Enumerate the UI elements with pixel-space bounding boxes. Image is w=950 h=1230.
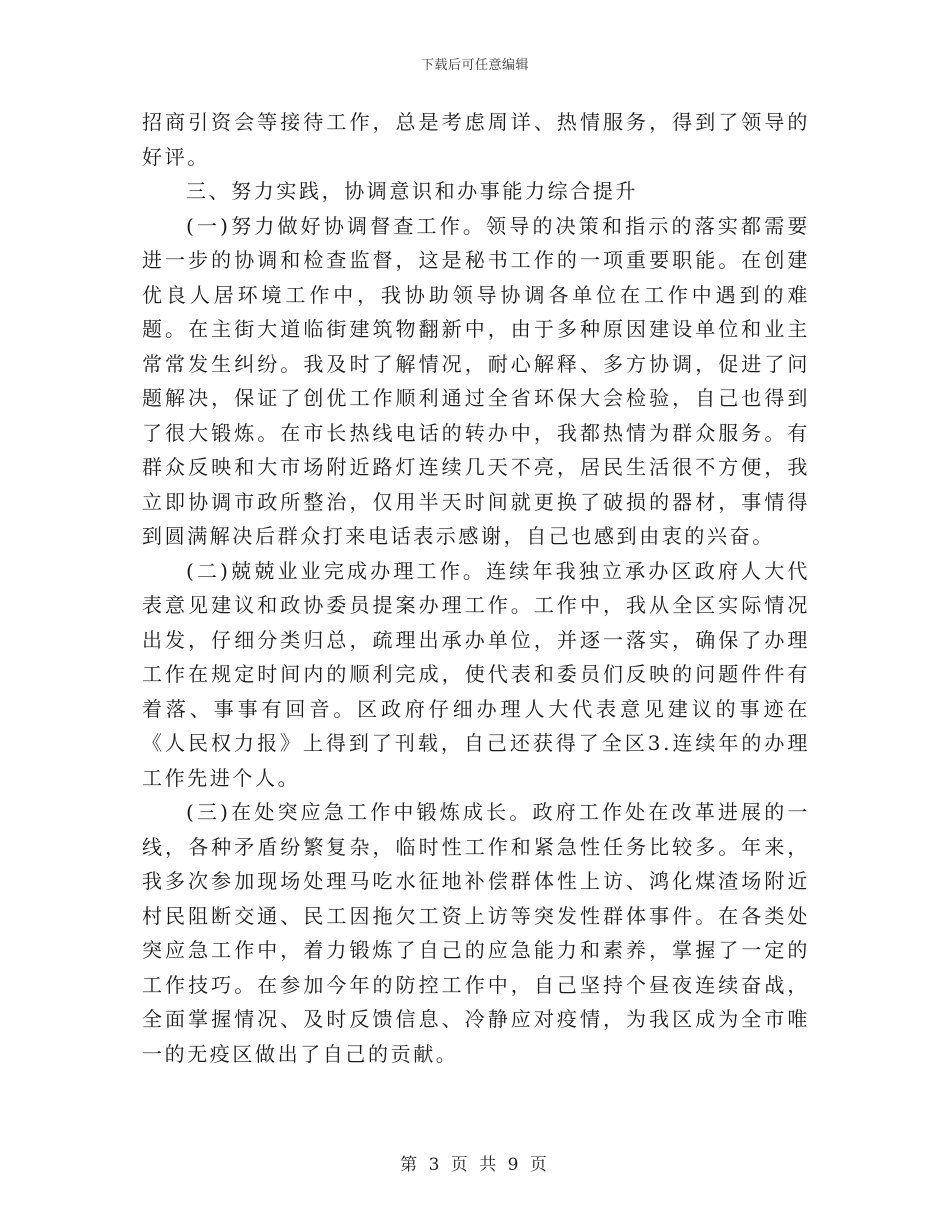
page-header: 下载后可任意编辑 <box>420 58 529 73</box>
paragraph-handling: (二)兢兢业业完成办理工作。连续年我独立承办区政府人大代表意见建议和政协委员提案办理工作。工作中，我从全区实际情况出发，仔细分类归总，疏理出承办单位，并逐一落实，确保了办理工作在规定时间内的顺利完成，使代表和委员们反映的问题件件有着落、事事有回音。区政府仔细办理人大代表意见建议的事迹在《人民权力报》上得到了刊载，自己还获得了全区3.连续年的办理工作先进个人。 <box>142 558 810 790</box>
paragraph-emergency: (三)在处突应急工作中锻炼成长。政府工作处在改革进展的一线，各种矛盾纷繁复杂，临时性工作和紧急性任务比较多。年来，我多次参加现场处理马吃水征地补偿群体性上访、鸿化煤渣场附近村民阻断交通、民工因拖欠工资上访等突发性群体事件。在各类处突应急工作中，着力锻炼了自己的应急能力和素养，掌握了一定的工作技巧。在参加今年的防控工作中，自己坚持个昼夜连续奋战，全面掌握情况、及时反馈信息、冷静应对疫情，为我区成为全市唯一的无疫区做出了自己的贡献。 <box>142 800 810 1066</box>
paragraph-continuation: 招商引资会等接待工作，总是考虑周详、热情服务，得到了领导的好评。 <box>142 110 810 169</box>
paragraph-coordination: (一)努力做好协调督查工作。领导的决策和指示的落实都需要进一步的协调和检查监督，这是秘书工作的一项重要职能。在创建优良人居环境工作中，我协助领导协调各单位在工作中遇到的难题。在主街大道临街建筑物翻新中，由于多种原因建设单位和业主常常发生纠纷。我及时了解情况，耐心解释、多方协调，促进了问题解决，保证了创优工作顺利通过全省环保大会检验，自己也得到了很大锻炼。在市长热线电话的转办中，我都热情为群众服务。有群众反映和大市场附近路灯连续几天不亮，居民生活很不方便，我立即协调市政所整治，仅用半天时间就更换了破损的器材，事情得到圆满解决后群众打来电话表示感谢，自己也感到由衷的兴奋。 <box>142 213 810 548</box>
document-body <box>142 105 810 1071</box>
section-heading: 三、努力实践，协调意识和办事能力综合提升 <box>186 179 638 203</box>
page-number: 第 3 页 共 9 页 <box>400 1155 550 1175</box>
